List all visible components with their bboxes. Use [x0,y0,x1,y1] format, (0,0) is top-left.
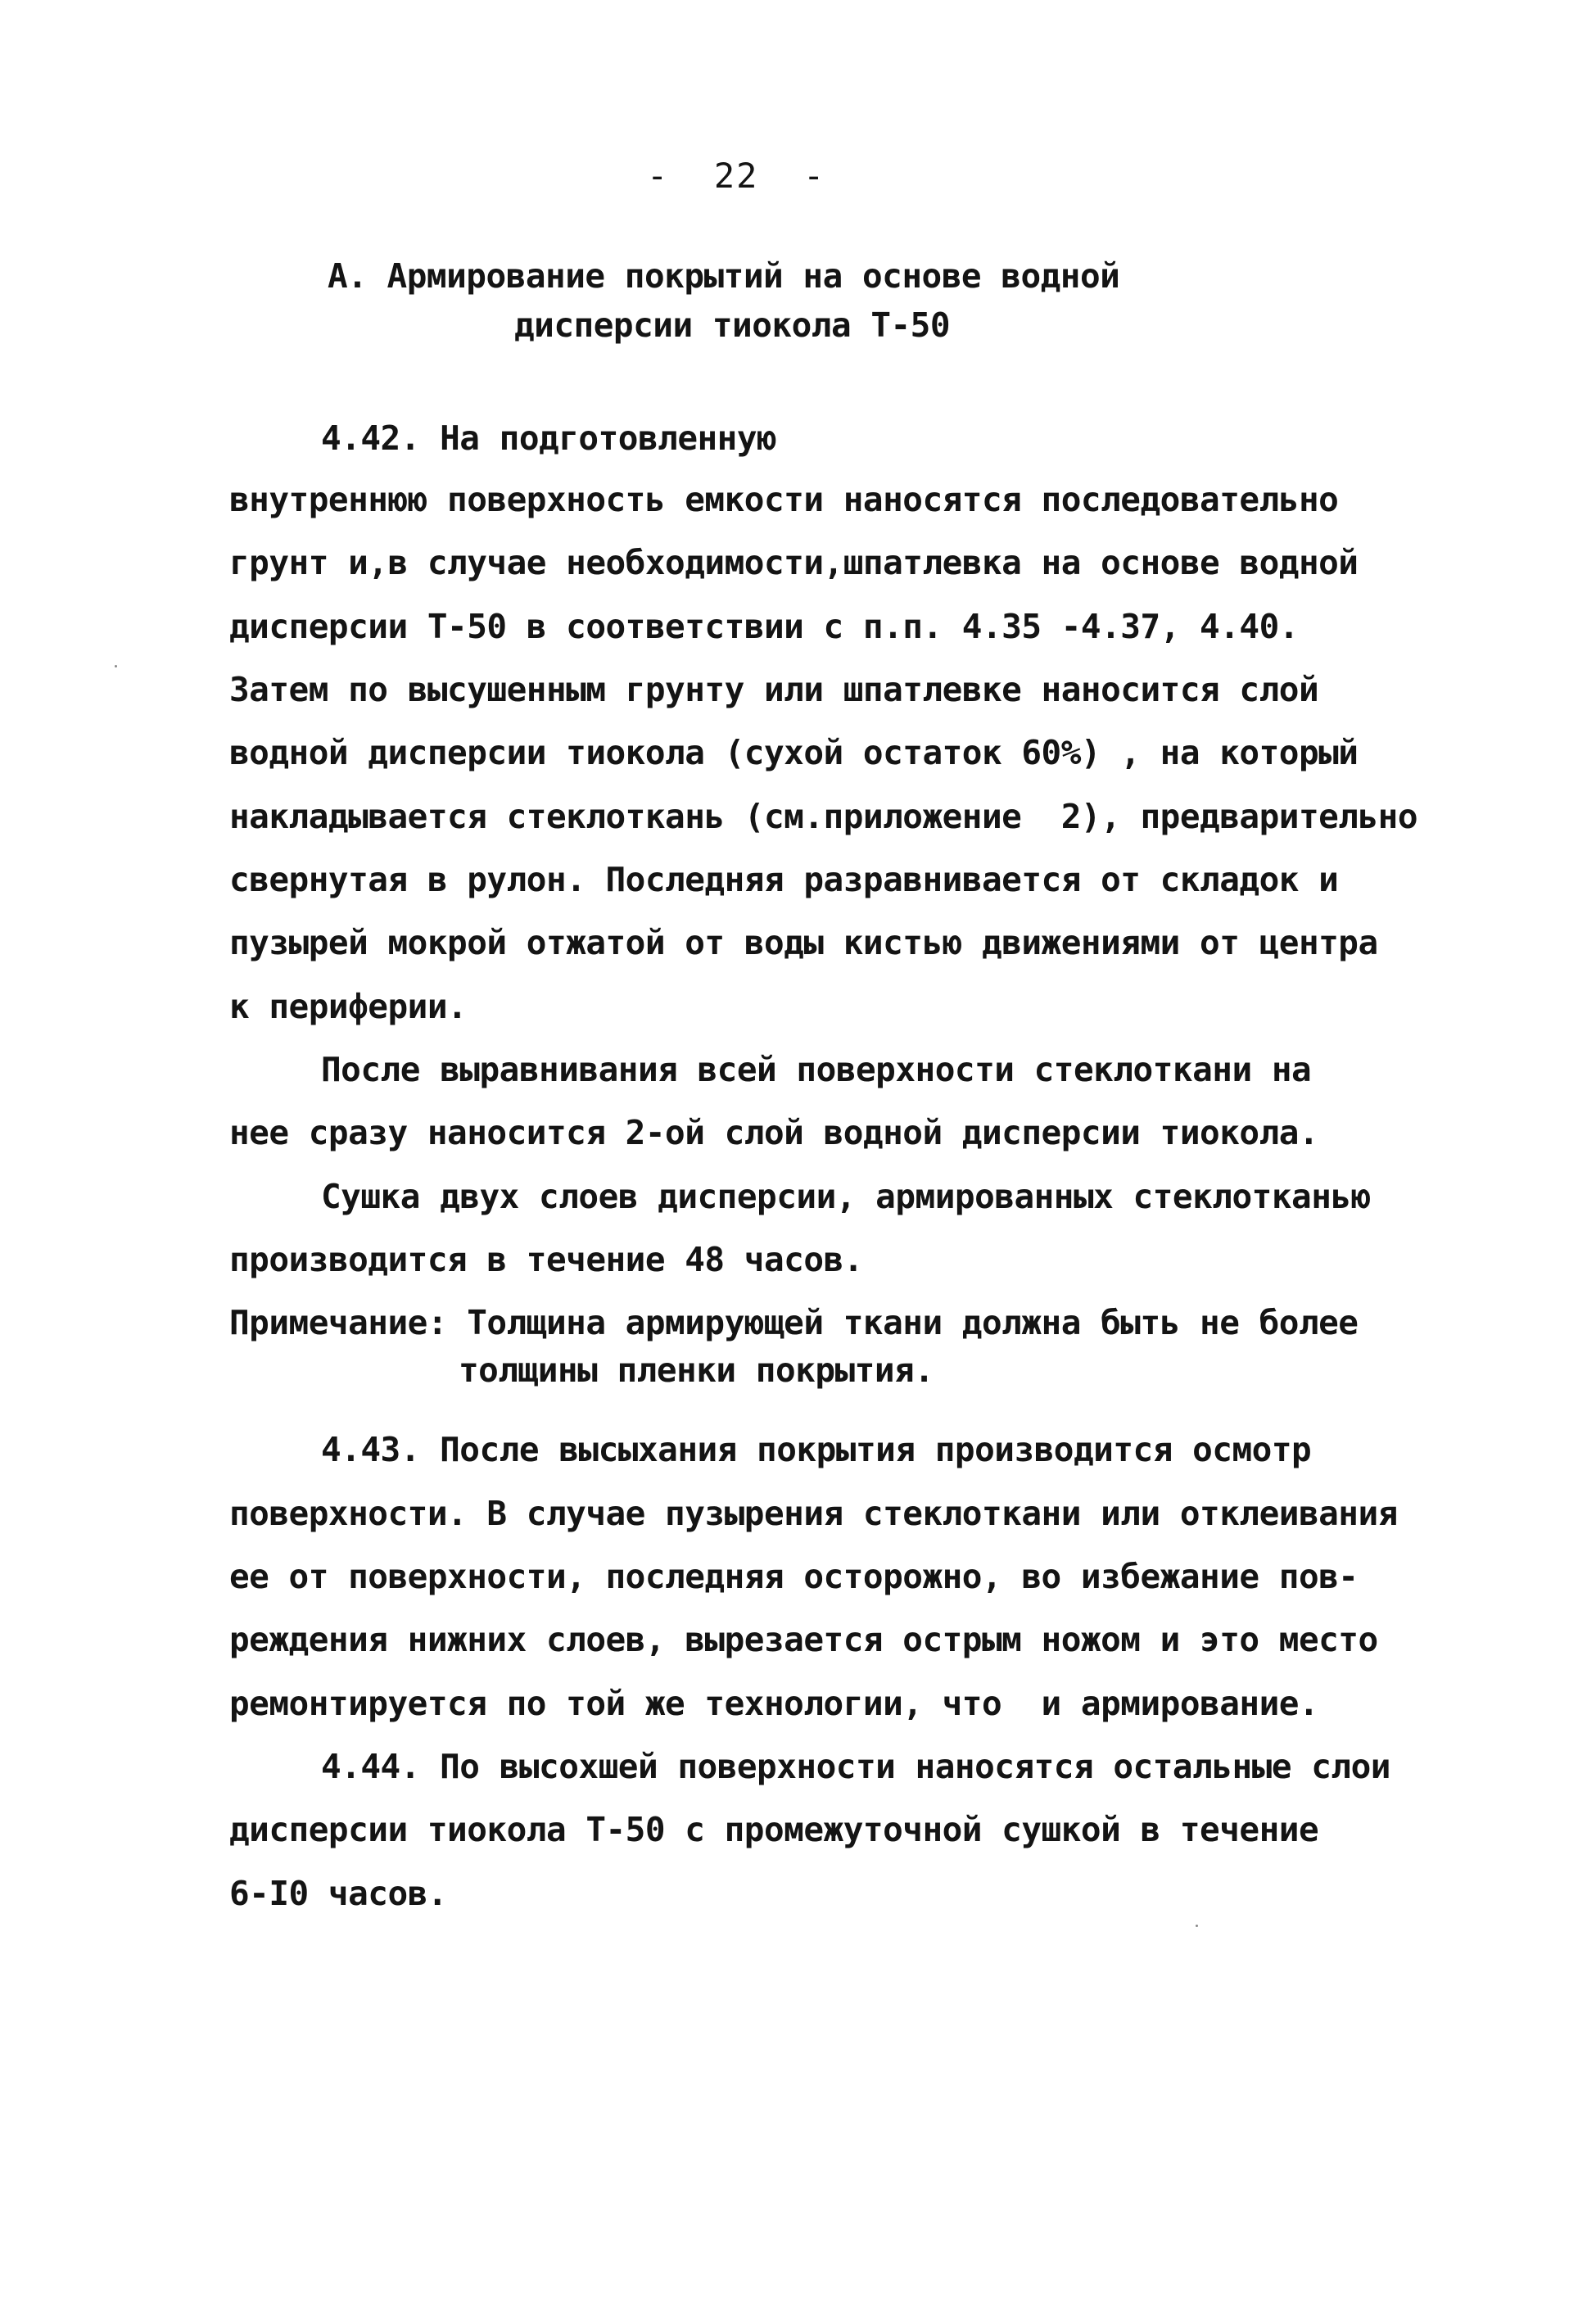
section-heading-line-1: А. Армирование покрытий на основе водной [328,256,1120,296]
page-number: - 22 - [647,156,826,196]
paragraph-line: Затем по высушенным грунту или шпатлевке наносится слой [229,670,1319,709]
paragraph-line: ее от поверхности, последняя осторожно, во избежание пов- [229,1557,1359,1596]
scan-speck [115,665,117,667]
paragraph-line: 6-I0 часов. [229,1874,448,1913]
paragraph-line: ремонтируется по той же технологии, что и армирование. [229,1684,1319,1723]
paragraph-line: реждения нижних слоев, вырезается острым ножом и это место [229,1620,1378,1659]
note-line-2: толщины пленки покрытия. [459,1351,934,1390]
paragraph-line: производится в течение 48 часов. [229,1240,863,1279]
scan-speck [1196,1925,1198,1927]
note-line-1: Примечание: Толщина армирующей ткани должна быть не более [229,1303,1359,1342]
paragraph-line: нее сразу наносится 2-ой слой водной дисперсии тиокола. [229,1113,1319,1152]
paragraph-line: дисперсии тиокола Т-50 с промежуточной сушкой в течение [229,1810,1319,1849]
paragraph-line: Сушка двух слоев дисперсии, армированных стеклотканью [321,1177,1371,1216]
paragraph-line: поверхности. В случае пузырения стеклоткани или отклеивания [229,1494,1398,1533]
section-heading-line-2: дисперсии тиокола Т-50 [514,305,951,345]
paragraph-line: к периферии. [229,987,468,1026]
paragraph-line: накладывается стеклоткань (см.приложение 2), предварительно [229,797,1418,836]
paragraph-line: 4.42. На подготовленную [321,419,777,458]
paragraph-line: После выравнивания всей поверхности стеклоткани на [321,1050,1312,1089]
paragraph-line: свернутая в рулон. Последняя разравнивается от складок и [229,860,1339,899]
paragraph-line: грунт и,в случае необходимости,шпатлевка на основе водной [229,543,1359,582]
paragraph-line: 4.43. После высыхания покрытия производится осмотр [321,1430,1312,1469]
paragraph-line: внутреннюю поверхность емкости наносятся последовательно [229,480,1339,519]
paragraph-line: водной дисперсии тиокола (сухой остаток 60%) , на который [229,733,1359,772]
paragraph-line: 4.44. По высохшей поверхности наносятся остальные слои [321,1747,1390,1786]
paragraph-line: дисперсии Т-50 в соответствии с п.п. 4.35 -4.37, 4.40. [229,607,1299,646]
paragraph-line: пузырей мокрой отжатой от воды кистью движениями от центра [229,923,1378,962]
